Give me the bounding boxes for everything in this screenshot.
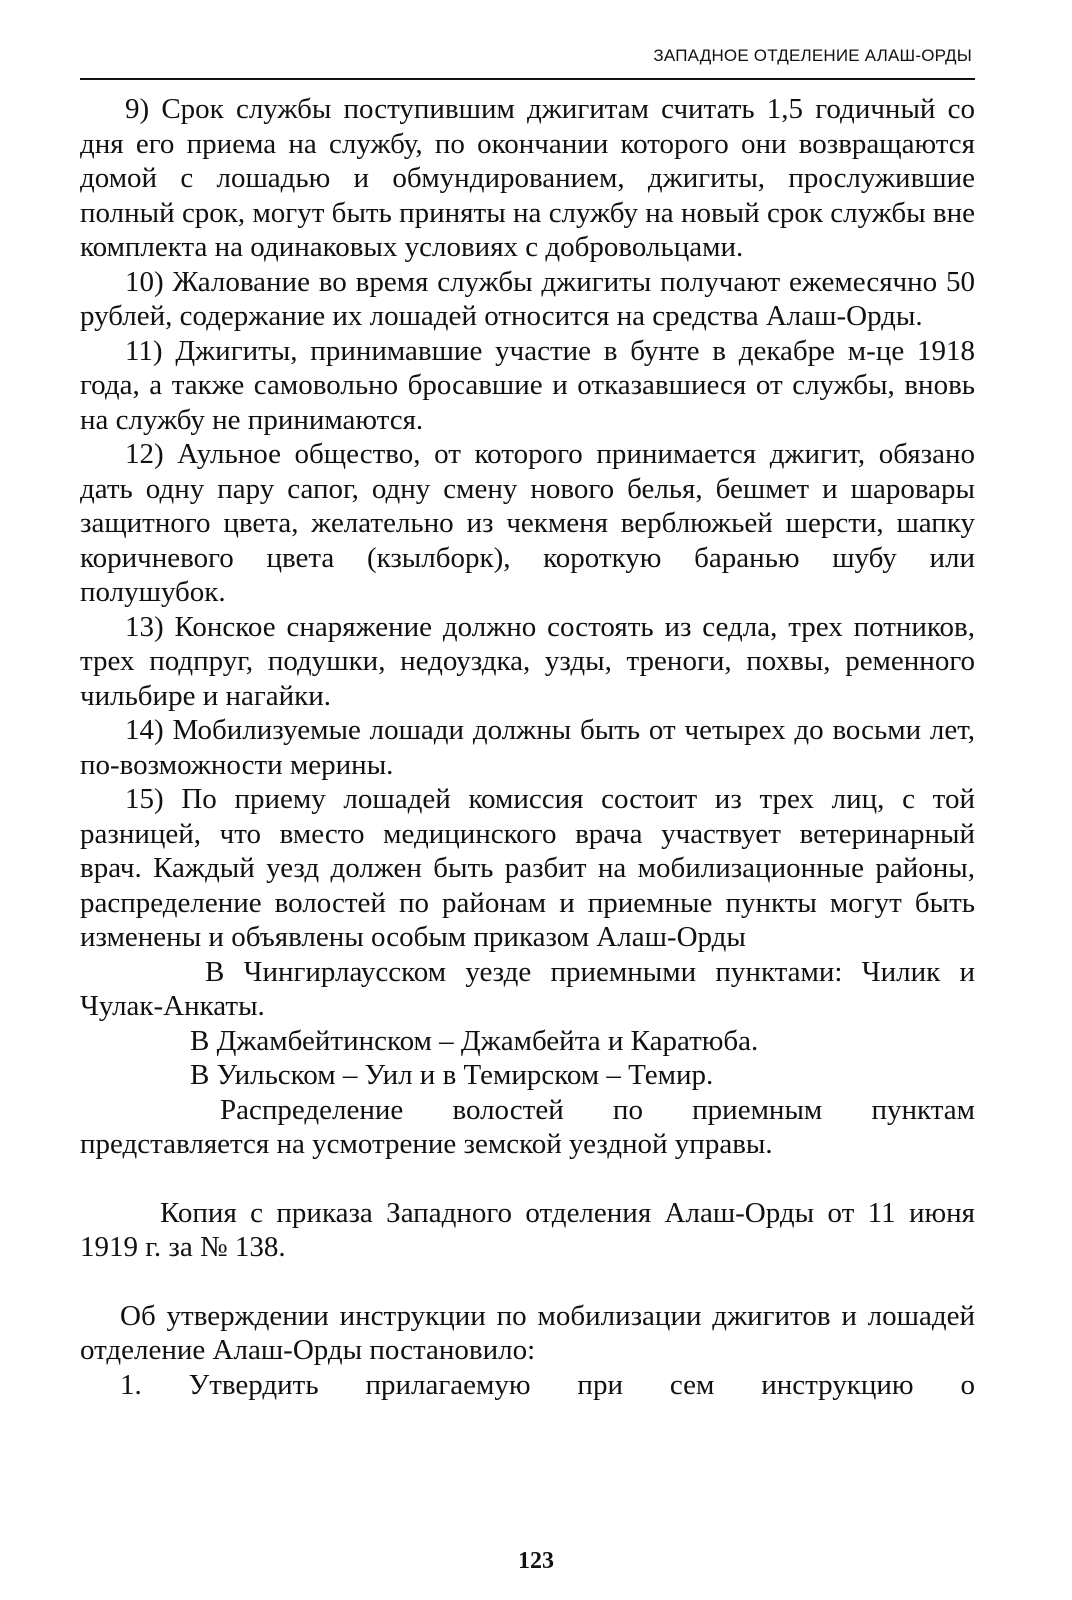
paragraph-distribution: Распределение волостей по приемным пунктам представляется на усмотрение земской уездной управы. <box>80 1093 975 1160</box>
paragraph-12: 12) Аульное общество, от которого принимается джигит, обязано дать одну пару сапог, одну смену нового белья, бешмет и шаровары защитного цвета, желательно из чекменя верблюжьей шерсти, шапку коричневого цвета (кзылборк), короткую баранью шубу или полушубок. <box>80 438 975 608</box>
paragraph-13: 13) Конское снаряжение должно состоять из седла, трех потников, трех подпруг, подушки, недоуздка, узды, треноги, похвы, ременного чильбире и нагайки. <box>80 610 975 712</box>
page-number: 123 <box>518 1548 554 1574</box>
paragraph-14: 14) Мобилизуемые лошади должны быть от четырех до восьми лет, по-возможности мерины. <box>80 714 975 781</box>
paragraph-item-1: 1. Утвердить прилагаемую при сем инструкцию о <box>120 1368 975 1401</box>
paragraph-order-copy: Копия с приказа Западного отделения Алаш-Орды от 11 июня 1919 г. за № 138. <box>80 1196 975 1263</box>
paragraph-chingirlau: В Чингирлаусском уезде приемными пунктами: Чилик и Чулак-Анкаты. <box>80 955 975 1022</box>
paragraph-uil: В Уильском – Уил и в Темирском – Темир. <box>190 1059 714 1091</box>
spacer <box>80 1265 975 1299</box>
spacer <box>80 1162 975 1196</box>
paragraph-resolution: Об утверждении инструкции по мобилизации джигитов и лошадей отделение Алаш-Орды постановило: <box>80 1299 975 1366</box>
running-header: ЗАПАДНОЕ ОТДЕЛЕНИЕ АЛАШ-ОРДЫ <box>653 46 972 65</box>
body-text <box>80 92 975 1402</box>
header-rule <box>80 78 975 80</box>
paragraph-11: 11) Джигиты, принимавшие участие в бунте в декабре м-це 1918 года, а также самовольно бросавшие и отказавшиеся от службы, вновь на службу не принимаются. <box>80 334 975 436</box>
paragraph-9: 9) Срок службы поступившим джигитам считать 1,5 годичный со дня его приема на службу, по окончании которого они возвращаются домой с лошадью и обмундированием, джигиты, прослужившие полный срок, могут быть приняты на службу на новый срок службы вне комплекта на одинаковых условиях с добровольцами. <box>80 93 975 263</box>
paragraph-15: 15) По приему лошадей комиссия состоит из трех лиц, с той разницей, что вместо медицинского врача участвует ветеринарный врач. Каждый уезд должен быть разбит на мобилизационные районы, распределение волостей по районам и приемные пункты могут быть изменены и объявлены особым приказом Алаш-Орды <box>80 783 975 953</box>
paragraph-dzhambeity: В Джамбейтинском – Джамбейта и Каратюба. <box>190 1024 759 1057</box>
paragraph-10: 10) Жалование во время службы джигиты получают ежемесячно 50 рублей, содержание их лошадей относится на средства Алаш-Орды. <box>80 265 975 332</box>
